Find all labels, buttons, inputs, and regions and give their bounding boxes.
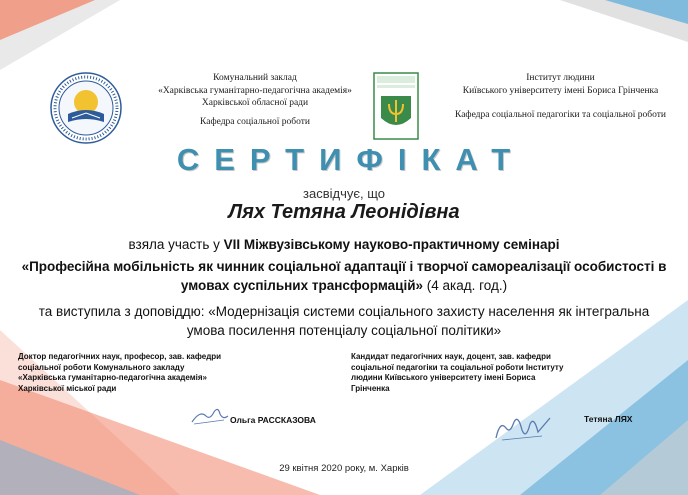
left-signature-icon xyxy=(190,402,230,428)
left-signatory-position: Доктор педагогічних наук, професор, зав. кафедри соціальної роботи Комунального закладу «Харківська гуманітарно-педагогічна академія» Харківської міської ради xyxy=(18,352,222,393)
right-signature-icon xyxy=(492,410,556,444)
right-signatory-name: Тетяна ЛЯХ xyxy=(584,414,633,424)
participation-prefix: взяла участь у xyxy=(128,237,224,252)
right-header xyxy=(438,72,683,122)
date-place: 29 квітня 2020 року, м. Харків xyxy=(279,463,409,474)
left-signatory-name: Ольга РАССКАЗОВА xyxy=(230,415,316,425)
event-name: VII Міжвузівському науково-практичному семінарі xyxy=(223,237,560,252)
left-header-line3: Харківської обласної ради xyxy=(201,98,309,108)
left-header-line1: Комунальний заклад xyxy=(213,73,297,83)
academy-seal-icon xyxy=(50,72,122,144)
topic-block xyxy=(20,257,668,295)
left-header xyxy=(130,72,380,128)
report-line: та виступила з доповіддю: «Модернізація системи соціального захисту населення як інтегральна умова посилення потенціалу соціальної політики» xyxy=(38,304,650,338)
certificate-title: СЕРТИФІКАТ xyxy=(176,142,526,177)
right-signatory-position: Кандидат педагогічних наук, доцент, зав. кафедри соціальної педагогіки та соціальної роботи Інституту людини Київського університету імені Бориса Грінченка xyxy=(351,352,564,393)
right-header-line2: Київського університету імені Бориса Грінченка xyxy=(462,85,659,96)
right-header-line1: Інститут людини xyxy=(526,73,595,83)
left-header-line2: «Харківська гуманітарно-педагогічна академія» xyxy=(158,85,352,96)
participation-line xyxy=(0,237,688,252)
certifies-text: засвідчує, що xyxy=(303,186,385,201)
left-header-dept: Кафедра соціальної роботи xyxy=(200,116,310,127)
recipient-name: Лях Тетяна Леонідівна xyxy=(228,201,460,223)
right-header-dept: Кафедра соціальної педагогіки та соціальної роботи xyxy=(455,110,666,120)
hours-text: (4 акад. год.) xyxy=(423,278,508,293)
seminar-topic: «Професійна мобільність як чинник соціальної адаптації і творчої самореалізації особистості в умовах суспільних трансформацій» xyxy=(21,259,667,293)
